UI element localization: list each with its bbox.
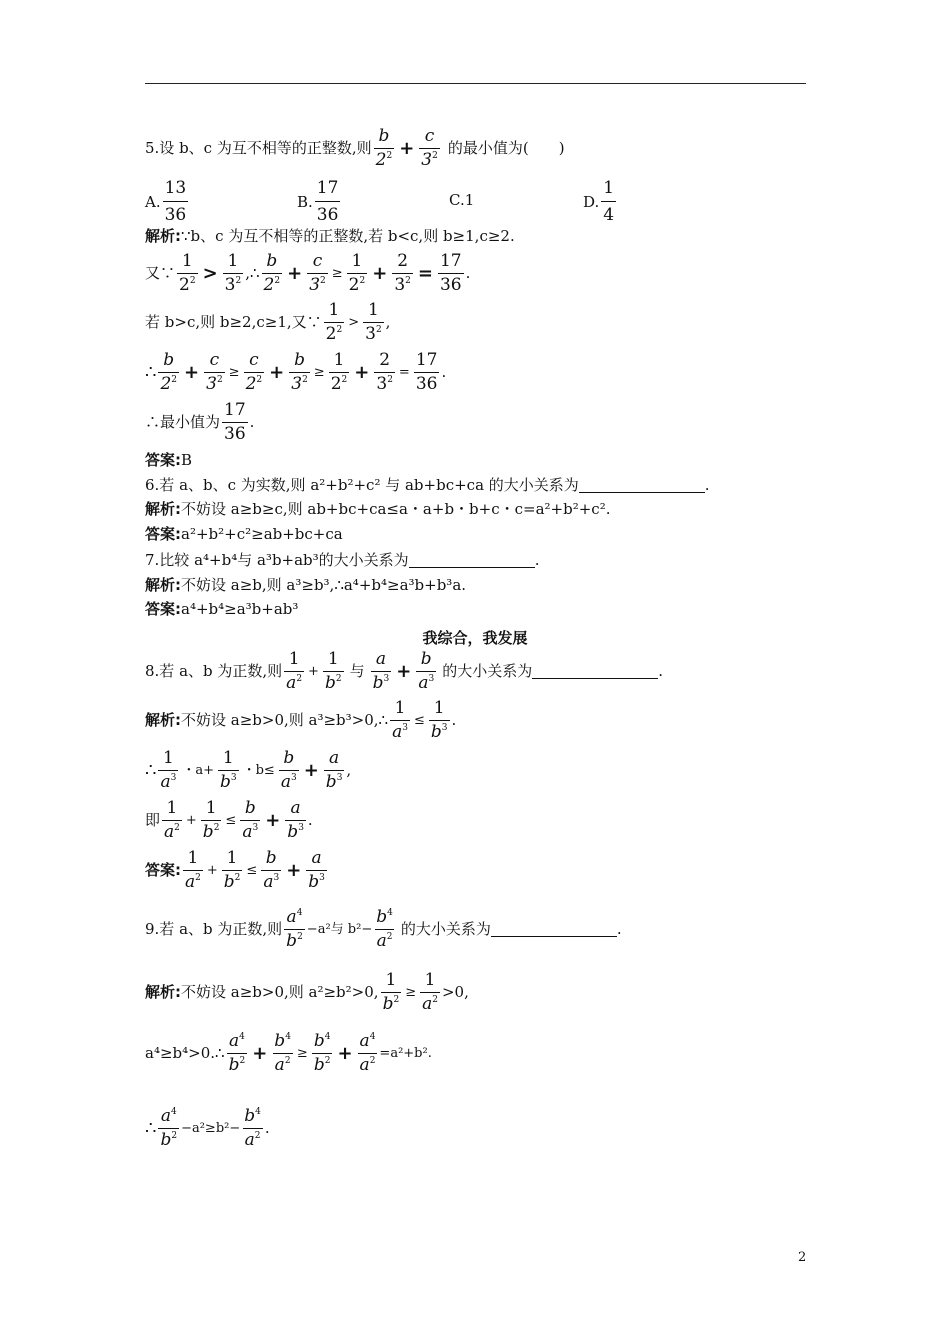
option-d <box>583 178 618 225</box>
analysis-text: ・a+ <box>182 763 214 778</box>
analysis-text: 又∵ <box>145 264 176 282</box>
fraction: $\frac{c}{3^2}$ <box>206 350 223 394</box>
fraction: $\frac{1}{3^2}$ <box>224 251 242 295</box>
answer-text: B <box>181 451 193 469</box>
option-d-denominator: 4 <box>601 201 616 225</box>
answer-text: a²+b²+c²≥ab+bc+ca <box>181 525 343 543</box>
fraction: $\frac{a}{b^3}$ <box>287 798 304 842</box>
q5-answer <box>145 453 192 468</box>
fraction: $\frac{1}{b^3}$ <box>430 698 448 742</box>
fraction: $\frac{a^4}{a^2}$ <box>359 1031 376 1075</box>
q5-analysis-line1 <box>145 229 515 244</box>
fraction: $\frac{1}{b^2}$ <box>202 798 220 842</box>
fraction: $\frac{a^4}{b^2}$ <box>228 1031 246 1075</box>
analysis-text: ・b≤ <box>242 763 275 778</box>
analysis-label: 解析: <box>145 576 181 594</box>
q5-question: 5.设 b、c 为互不相等的正整数,则 $\frac{b}{2^2}$ + $\frac{c}{3^2}$ 的最小值为( ) <box>145 126 565 170</box>
analysis-text: −a²≥b²− <box>181 1121 241 1136</box>
fraction <box>601 178 616 225</box>
fraction: $\frac{1}{a^3}$ <box>392 698 408 742</box>
option-b-numerator: 17 <box>316 178 339 198</box>
fraction: $\frac{b}{3^2}$ <box>291 350 308 394</box>
q8-answer: 答案: $\frac{1}{a^2}$ + $\frac{1}{b^2}$ ≤ $\frac{b}{a^3}$ + $\frac{a}{b^3}$ <box>145 848 325 892</box>
option-a <box>145 178 190 225</box>
header-rule <box>145 83 806 84</box>
option-a-numerator: 13 <box>164 178 187 198</box>
fraction: $\frac{a^4}{b^2}$ <box>286 907 303 951</box>
q5-analysis-line2: 又∵ $\frac{1}{2^2}$ > $\frac{1}{3^2}$ ,∴ $\frac{b}{2^2}$ + $\frac{c}{3^2}$ ≥ $\frac{1}{2^2}$ + $\frac{2}{3^2}$ = $\frac{17}{36}$ . <box>145 251 471 295</box>
fraction: $\frac{1}{b^2}$ <box>382 970 400 1014</box>
q6-answer <box>145 527 343 542</box>
q5-text-b: 的最小值为( ) <box>447 139 565 157</box>
analysis-text: 不妨设 a≥b>0,则 a³≥b³>0,∴ <box>181 711 389 729</box>
fraction: $\frac{17}{36}$ <box>439 251 462 295</box>
question-text: 9.若 a、b 为正数,则 <box>145 920 283 938</box>
fraction: $\frac{a}{b^3}$ <box>372 649 390 693</box>
answer-label: 答案: <box>145 451 181 469</box>
q6-analysis <box>145 502 610 517</box>
fraction <box>315 178 341 225</box>
fraction <box>163 178 189 225</box>
analysis-text: 不妨设 a≥b≥c,则 ab+bc+ca≤a・a+b・b+c・c=a²+b²+c². <box>181 500 611 518</box>
fraction: $\frac{a}{b^3}$ <box>325 748 343 792</box>
option-b <box>297 178 342 225</box>
analysis-text: 若 b>c,则 b≥2,c≥1,又∵ <box>145 313 322 331</box>
q6-question: 6.若 a、b、c 为实数,则 a²+b²+c² 与 ab+bc+ca 的大小关系为 . <box>145 476 710 494</box>
fraction: $\frac{b}{a^3}$ <box>280 748 297 792</box>
question-text: −a²与 b²− <box>306 922 373 937</box>
fraction: $\frac{b}{a^3}$ <box>263 848 280 892</box>
section-title: 我综合，我发展 <box>422 629 528 647</box>
fraction: $\frac{1}{b^2}$ <box>223 848 241 892</box>
fraction: $\frac{b}{2^2}$ <box>160 350 178 394</box>
fraction: $\frac{1}{2^2}$ <box>330 350 348 394</box>
question-text: 与 <box>349 662 365 680</box>
option-a-denominator: 36 <box>163 201 189 225</box>
fraction: $\frac{b}{2^2}$ <box>375 126 393 170</box>
fraction: $\frac{1}{b^2}$ <box>324 649 342 693</box>
question-text: 的大小关系为 <box>400 920 491 938</box>
fraction: $\frac{1}{2^2}$ <box>179 251 196 295</box>
q5-analysis-line3: 若 b>c,则 b≥2,c≥1,又∵ $\frac{1}{2^2}$ > $\frac{1}{3^2}$ , <box>145 300 391 344</box>
page-number: 2 <box>798 1250 807 1265</box>
question-text: 6.若 a、b、c 为实数,则 a²+b²+c² 与 ab+bc+ca 的大小关系为 <box>145 476 579 494</box>
fraction: $\frac{c}{3^2}$ <box>421 126 438 170</box>
q8-question: 8.若 a、b 为正数,则 $\frac{1}{a^2}$ + $\frac{1}{b^2}$ 与 $\frac{a}{b^3}$ + $\frac{b}{a^3}$ 的大小关系为 . <box>145 649 663 693</box>
fraction: $\frac{1}{a^2}$ <box>185 848 201 892</box>
analysis-text: ∴最小值为 <box>145 413 221 431</box>
fraction: $\frac{1}{a^2}$ <box>422 970 438 1014</box>
analysis-text: 不妨设 a≥b>0,则 a²≥b²>0, <box>181 983 379 1001</box>
q9-analysis-line3: ∴ $\frac{a^4}{b^2}$ −a²≥b²− $\frac{b^4}{a^2}$ . <box>145 1106 270 1150</box>
question-text: 8.若 a、b 为正数,则 <box>145 662 283 680</box>
analysis-label: 解析: <box>145 983 181 1001</box>
fraction: $\frac{a}{b^3}$ <box>308 848 325 892</box>
q5-min-value: ∴最小值为 $\frac{17}{36}$ . <box>145 400 255 444</box>
option-b-denominator: 36 <box>315 201 341 225</box>
analysis-label: 解析: <box>145 500 181 518</box>
answer-label: 答案: <box>145 525 181 543</box>
fraction: $\frac{1}{b^3}$ <box>219 748 237 792</box>
option-d-label: D. <box>583 192 600 211</box>
fraction: $\frac{1}{a^3}$ <box>160 748 177 792</box>
q8-analysis-line3: 即 $\frac{1}{a^2}$ + $\frac{1}{b^2}$ ≤ $\frac{b}{a^3}$ + $\frac{a}{b^3}$ . <box>145 798 313 842</box>
fraction: $\frac{c}{2^2}$ <box>245 350 263 394</box>
fraction: $\frac{1}{3^2}$ <box>365 300 382 344</box>
question-text: 7.比较 a⁴+b⁴与 a³b+ab³的大小关系为 <box>145 551 409 569</box>
fraction: $\frac{1}{a^2}$ <box>286 649 303 693</box>
analysis-text: a⁴≥b⁴>0.∴ <box>145 1044 225 1062</box>
fraction: $\frac{b}{a^3}$ <box>418 649 435 693</box>
answer-label: 答案: <box>145 600 181 618</box>
fraction: $\frac{17}{36}$ <box>415 350 438 394</box>
analysis-label: 解析: <box>145 227 181 245</box>
analysis-text: 即 <box>145 811 161 829</box>
answer-text: a⁴+b⁴≥a³b+ab³ <box>181 600 299 618</box>
fraction: $\frac{a^4}{b^2}$ <box>160 1106 178 1150</box>
q8-analysis: 解析: 不妨设 a≥b>0,则 a³≥b³>0,∴ $\frac{1}{a^3}$ ≤ $\frac{1}{b^3}$ . <box>145 698 457 742</box>
fraction: $\frac{c}{3^2}$ <box>309 251 326 295</box>
answer-label: 答案: <box>145 861 181 879</box>
q7-answer <box>145 602 298 617</box>
question-text: 的大小关系为 <box>442 662 533 680</box>
fraction: $\frac{2}{3^2}$ <box>376 350 393 394</box>
option-c-label: C.1 <box>449 191 475 209</box>
fraction: $\frac{b^4}{a^2}$ <box>244 1106 261 1150</box>
option-a-label: A. <box>145 192 161 211</box>
fraction: $\frac{b^4}{a^2}$ <box>376 907 393 951</box>
q9-analysis: 解析: 不妨设 a≥b>0,则 a²≥b²>0, $\frac{1}{b^2}$ ≥ $\frac{1}{a^2}$ >0, <box>145 970 469 1014</box>
q8-analysis-line2: ∴ $\frac{1}{a^3}$ ・a+ $\frac{1}{b^3}$ ・b≤ $\frac{b}{a^3}$ + $\frac{a}{b^3}$ , <box>145 748 352 792</box>
fraction: $\frac{b}{2^2}$ <box>263 251 281 295</box>
analysis-text: ∵b、c 为互不相等的正整数,若 b<c,则 b≥1,c≥2. <box>181 227 515 245</box>
option-d-numerator: 1 <box>603 178 615 198</box>
fraction: $\frac{17}{36}$ <box>224 400 246 444</box>
fraction: $\frac{1}{2^2}$ <box>348 251 366 295</box>
fraction: $\frac{2}{3^2}$ <box>394 251 411 295</box>
fraction: $\frac{b^4}{a^2}$ <box>274 1031 291 1075</box>
q9-question: 9.若 a、b 为正数,则 $\frac{a^4}{b^2}$ −a²与 b²− $\frac{b^4}{a^2}$ 的大小关系为 . <box>145 907 622 951</box>
option-b-label: B. <box>297 192 313 211</box>
q7-analysis <box>145 578 466 593</box>
fraction: $\frac{1}{2^2}$ <box>325 300 343 344</box>
option-c <box>449 191 474 209</box>
analysis-text: 不妨设 a≥b,则 a³≥b³,∴a⁴+b⁴≥a³b+b³a. <box>181 576 467 594</box>
q9-analysis-line2: a⁴≥b⁴>0.∴ $\frac{a^4}{b^2}$ + $\frac{b^4}{a^2}$ ≥ $\frac{b^4}{b^2}$ + $\frac{a^4}{a^2}$ =a²+b². <box>145 1031 432 1075</box>
fraction: $\frac{b^4}{b^2}$ <box>313 1031 331 1075</box>
fraction: $\frac{b}{a^3}$ <box>242 798 259 842</box>
analysis-text: =a²+b². <box>379 1046 432 1061</box>
analysis-label: 解析: <box>145 711 181 729</box>
q5-text: 5.设 b、c 为互不相等的正整数,则 <box>145 139 372 157</box>
fraction: $\frac{1}{a^2}$ <box>164 798 180 842</box>
q7-question: 7.比较 a⁴+b⁴与 a³b+ab³的大小关系为 . <box>145 551 540 569</box>
q5-analysis-line4: ∴ $\frac{b}{2^2}$ + $\frac{c}{3^2}$ ≥ $\frac{c}{2^2}$ + $\frac{b}{3^2}$ ≥ $\frac{1}{2^2}$ + $\frac{2}{3^2}$ = $\frac{17}{36}$ . <box>145 350 447 394</box>
